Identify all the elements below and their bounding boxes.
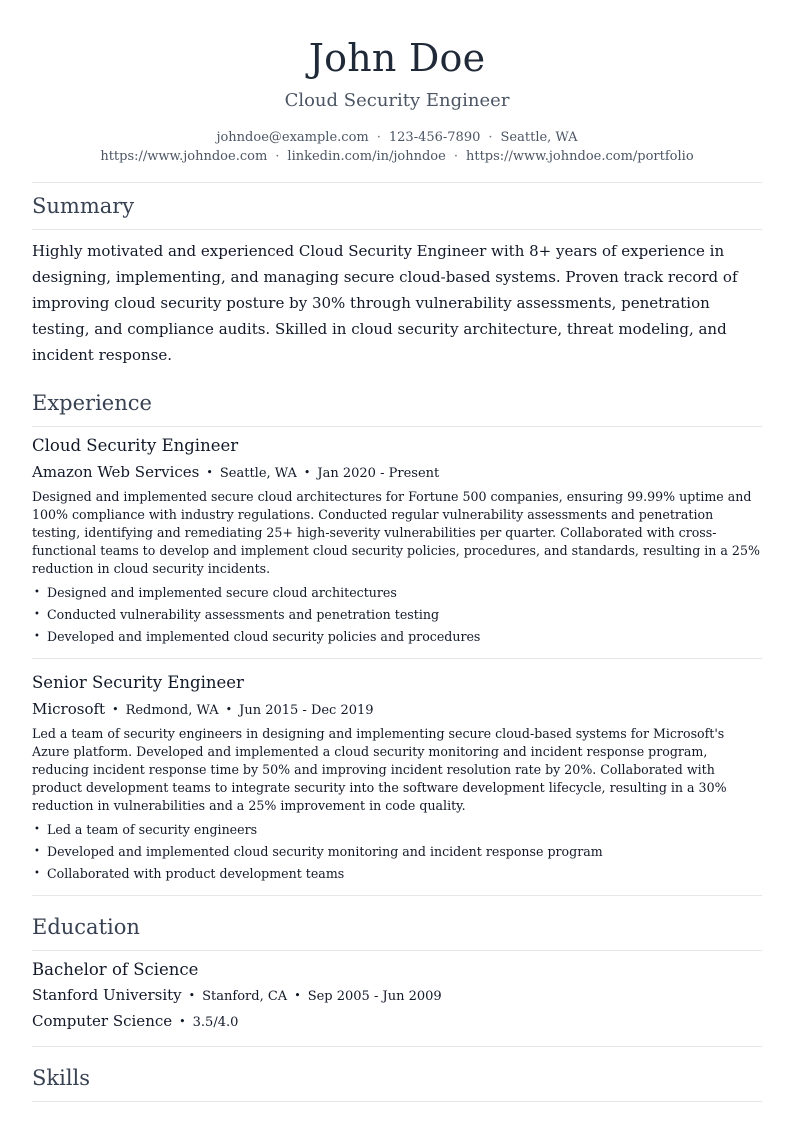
dot-separator: • [303, 466, 311, 479]
bullet-text: Collaborated with product development teams [47, 866, 345, 881]
dot-separator: • [179, 1015, 186, 1028]
bullet-text: Developed and implemented cloud security monitoring and incident response program [47, 844, 603, 859]
bullet-text: Conducted vulnerability assessments and penetration testing [47, 607, 440, 622]
list-item [32, 626, 762, 648]
bullet-text: Led a team of security engineers [47, 822, 258, 837]
section-title-education: Education [32, 915, 140, 939]
contact-line-1 [32, 128, 762, 147]
contact-info [32, 128, 762, 166]
skills-section [32, 1047, 762, 1102]
contact-separator: · [488, 130, 493, 145]
summary-text: Highly motivated and experienced Cloud Security Engineer with 8+ years of experience in designing, implementing, and managing secure cloud-based systems. Proven track record of improving cloud security posture by 30% through vulnerability assessments, penetration testing, and compliance audits. Skilled in cloud security architecture, threat modeling, and incident response. [32, 242, 738, 364]
dot-separator: • [225, 703, 233, 716]
bullet-text: Developed and implemented cloud security policies and procedures [47, 629, 481, 644]
job-dates: Jan 2020 - Present [317, 466, 440, 481]
job-meta [32, 463, 762, 483]
contact-separator: · [453, 149, 458, 164]
dot-separator: • [112, 703, 119, 716]
job-bullets [32, 582, 762, 648]
company-name: Microsoft [32, 700, 106, 718]
job-bullets [32, 819, 762, 885]
divider [32, 229, 762, 230]
school-location: Stanford, CA [202, 989, 288, 1004]
bullet-icon: • [34, 587, 40, 598]
company-name: Amazon Web Services [32, 463, 200, 481]
list-item [32, 863, 762, 885]
job-dates: Jun 2015 - Dec 2019 [239, 703, 374, 718]
job-entry [32, 659, 762, 885]
section-title-experience: Experience [32, 391, 152, 415]
bullet-icon: • [34, 631, 40, 642]
job-title: Senior Security Engineer [32, 673, 244, 692]
bullet-icon: • [34, 868, 40, 879]
contact-separator: · [376, 130, 381, 145]
list-item [32, 841, 762, 863]
school-line [32, 986, 762, 1006]
email-link[interactable]: johndoe@example.com [216, 130, 369, 145]
school-name: Stanford University [32, 986, 182, 1004]
phone-number: 123-456-7890 [388, 130, 481, 145]
job-location: Seattle, WA [219, 466, 297, 481]
bullet-text: Designed and implemented secure cloud architectures [47, 585, 397, 600]
dot-separator: • [188, 989, 196, 1002]
section-title-skills: Skills [32, 1066, 91, 1090]
degree: Bachelor of Science [32, 960, 199, 979]
website-link[interactable]: https://www.johndoe.com [100, 149, 268, 164]
bullet-icon: • [34, 824, 40, 835]
linkedin-link[interactable]: linkedin.com/in/johndoe [287, 149, 446, 164]
list-item [32, 582, 762, 604]
location: Seattle, WA [500, 130, 578, 145]
portfolio-link[interactable]: https://www.johndoe.com/portfolio [465, 149, 694, 164]
contact-separator: · [275, 149, 280, 164]
bullet-icon: • [34, 846, 40, 857]
list-item [32, 604, 762, 626]
dot-separator: • [294, 989, 301, 1002]
field-of-study: Computer Science [32, 1012, 173, 1030]
candidate-name: John Doe [308, 36, 486, 80]
education-section [32, 896, 762, 1047]
dot-separator: • [206, 466, 213, 479]
summary-section [32, 183, 762, 368]
school-dates: Sep 2005 - Jun 2009 [307, 989, 442, 1004]
job-title: Cloud Security Engineer [32, 436, 239, 455]
field-line [32, 1012, 762, 1032]
job-description: Led a team of security engineers in designing and implementing secure cloud-based systems for Microsoft's Azure platform. Developed and implemented a cloud security monitoring and incident response program, reducing incident response time by 50% and improving incident resolution rate by 20%. Collaborated with product development teams to integrate security into the software development lifecycle, resulting in a 30% reduction in vulnerabilities and a 25% improvement in code quality. [32, 726, 727, 813]
job-location: Redmond, WA [125, 703, 219, 718]
candidate-headline: Cloud Security Engineer [284, 90, 510, 111]
job-description: Designed and implemented secure cloud architectures for Fortune 500 companies, ensuring 99.99% uptime and 100% compliance with industry regulations. Conducted regular vulnerability assessments and penetration testing, identifying and remediating 25+ high-severity vulnerabilities per quarter. Collaborated with cross-functional teams to develop and implement cloud security policies, procedures, and standards, resulting in a 25% reduction in cloud security incidents. [32, 489, 760, 576]
contact-line-2 [32, 147, 762, 166]
experience-section [32, 368, 762, 896]
job-entry [32, 427, 762, 648]
education-entry [32, 951, 762, 1032]
section-title-summary: Summary [32, 194, 135, 218]
gpa: 3.5/4.0 [192, 1015, 239, 1030]
divider [32, 1101, 762, 1102]
job-meta [32, 700, 762, 720]
bullet-icon: • [34, 609, 40, 620]
list-item [32, 819, 762, 841]
